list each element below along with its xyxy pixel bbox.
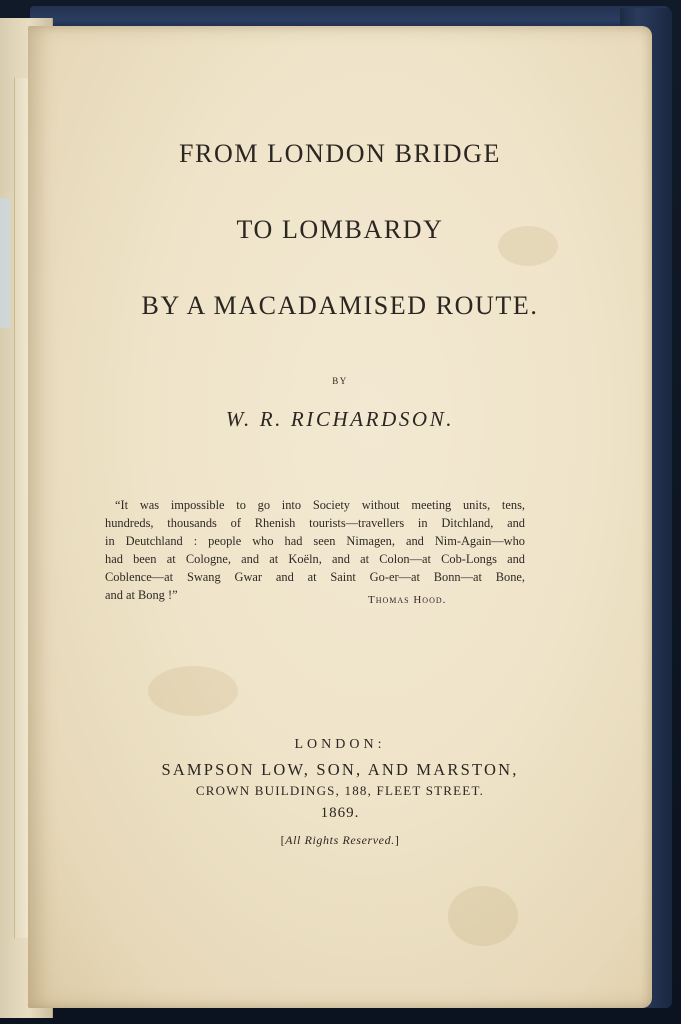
imprint-publisher: SAMPSON LOW, SON, AND MARSTON, (161, 760, 519, 779)
epigraph-attribution: Thomas Hood. (368, 594, 447, 606)
rights-bracket-open: [ (280, 833, 286, 847)
title-line-3: BY A MACADAMISED ROUTE. (141, 291, 539, 320)
epigraph-line: had been at Cologne, and at Koëln, and at Colon—at Cob-Longs and (105, 552, 525, 566)
imprint-city: LONDON: (294, 737, 386, 752)
epigraph (105, 496, 525, 604)
epigraph-line: “It was impossible to go into Society without meeting units, tens, (115, 498, 525, 512)
rights-notice (28, 833, 652, 848)
imprint-address: CROWN BUILDINGS, 188, FLEET STREET. (195, 783, 485, 798)
rights-text: All Rights Reserved. (285, 833, 395, 847)
epigraph-line: hundreds, thousands of Rhenish tourists—travellers in Ditchland, and (105, 516, 525, 530)
epigraph-line: in Deutchland : people who had seen Nimagen, and Nim-Again—who (105, 534, 525, 548)
foxing-spot (148, 666, 238, 716)
endpaper-tint (0, 198, 10, 328)
title-line-1: FROM LONDON BRIDGE (178, 139, 502, 168)
title-line-2: TO LOMBARDY (236, 215, 444, 244)
epigraph-line: and at Bong !” (105, 588, 178, 602)
epigraph-line: Coblence—at Swang Gwar and at Saint Go-er—at Bonn—at Bone, (105, 570, 525, 584)
author-name: W. R. RICHARDSON. (225, 407, 455, 431)
imprint-year: 1869. (320, 805, 360, 821)
byline-prefix: BY (332, 376, 348, 386)
title-page (28, 26, 652, 1008)
foxing-spot (448, 886, 518, 946)
rights-bracket-close: ] (394, 833, 400, 847)
